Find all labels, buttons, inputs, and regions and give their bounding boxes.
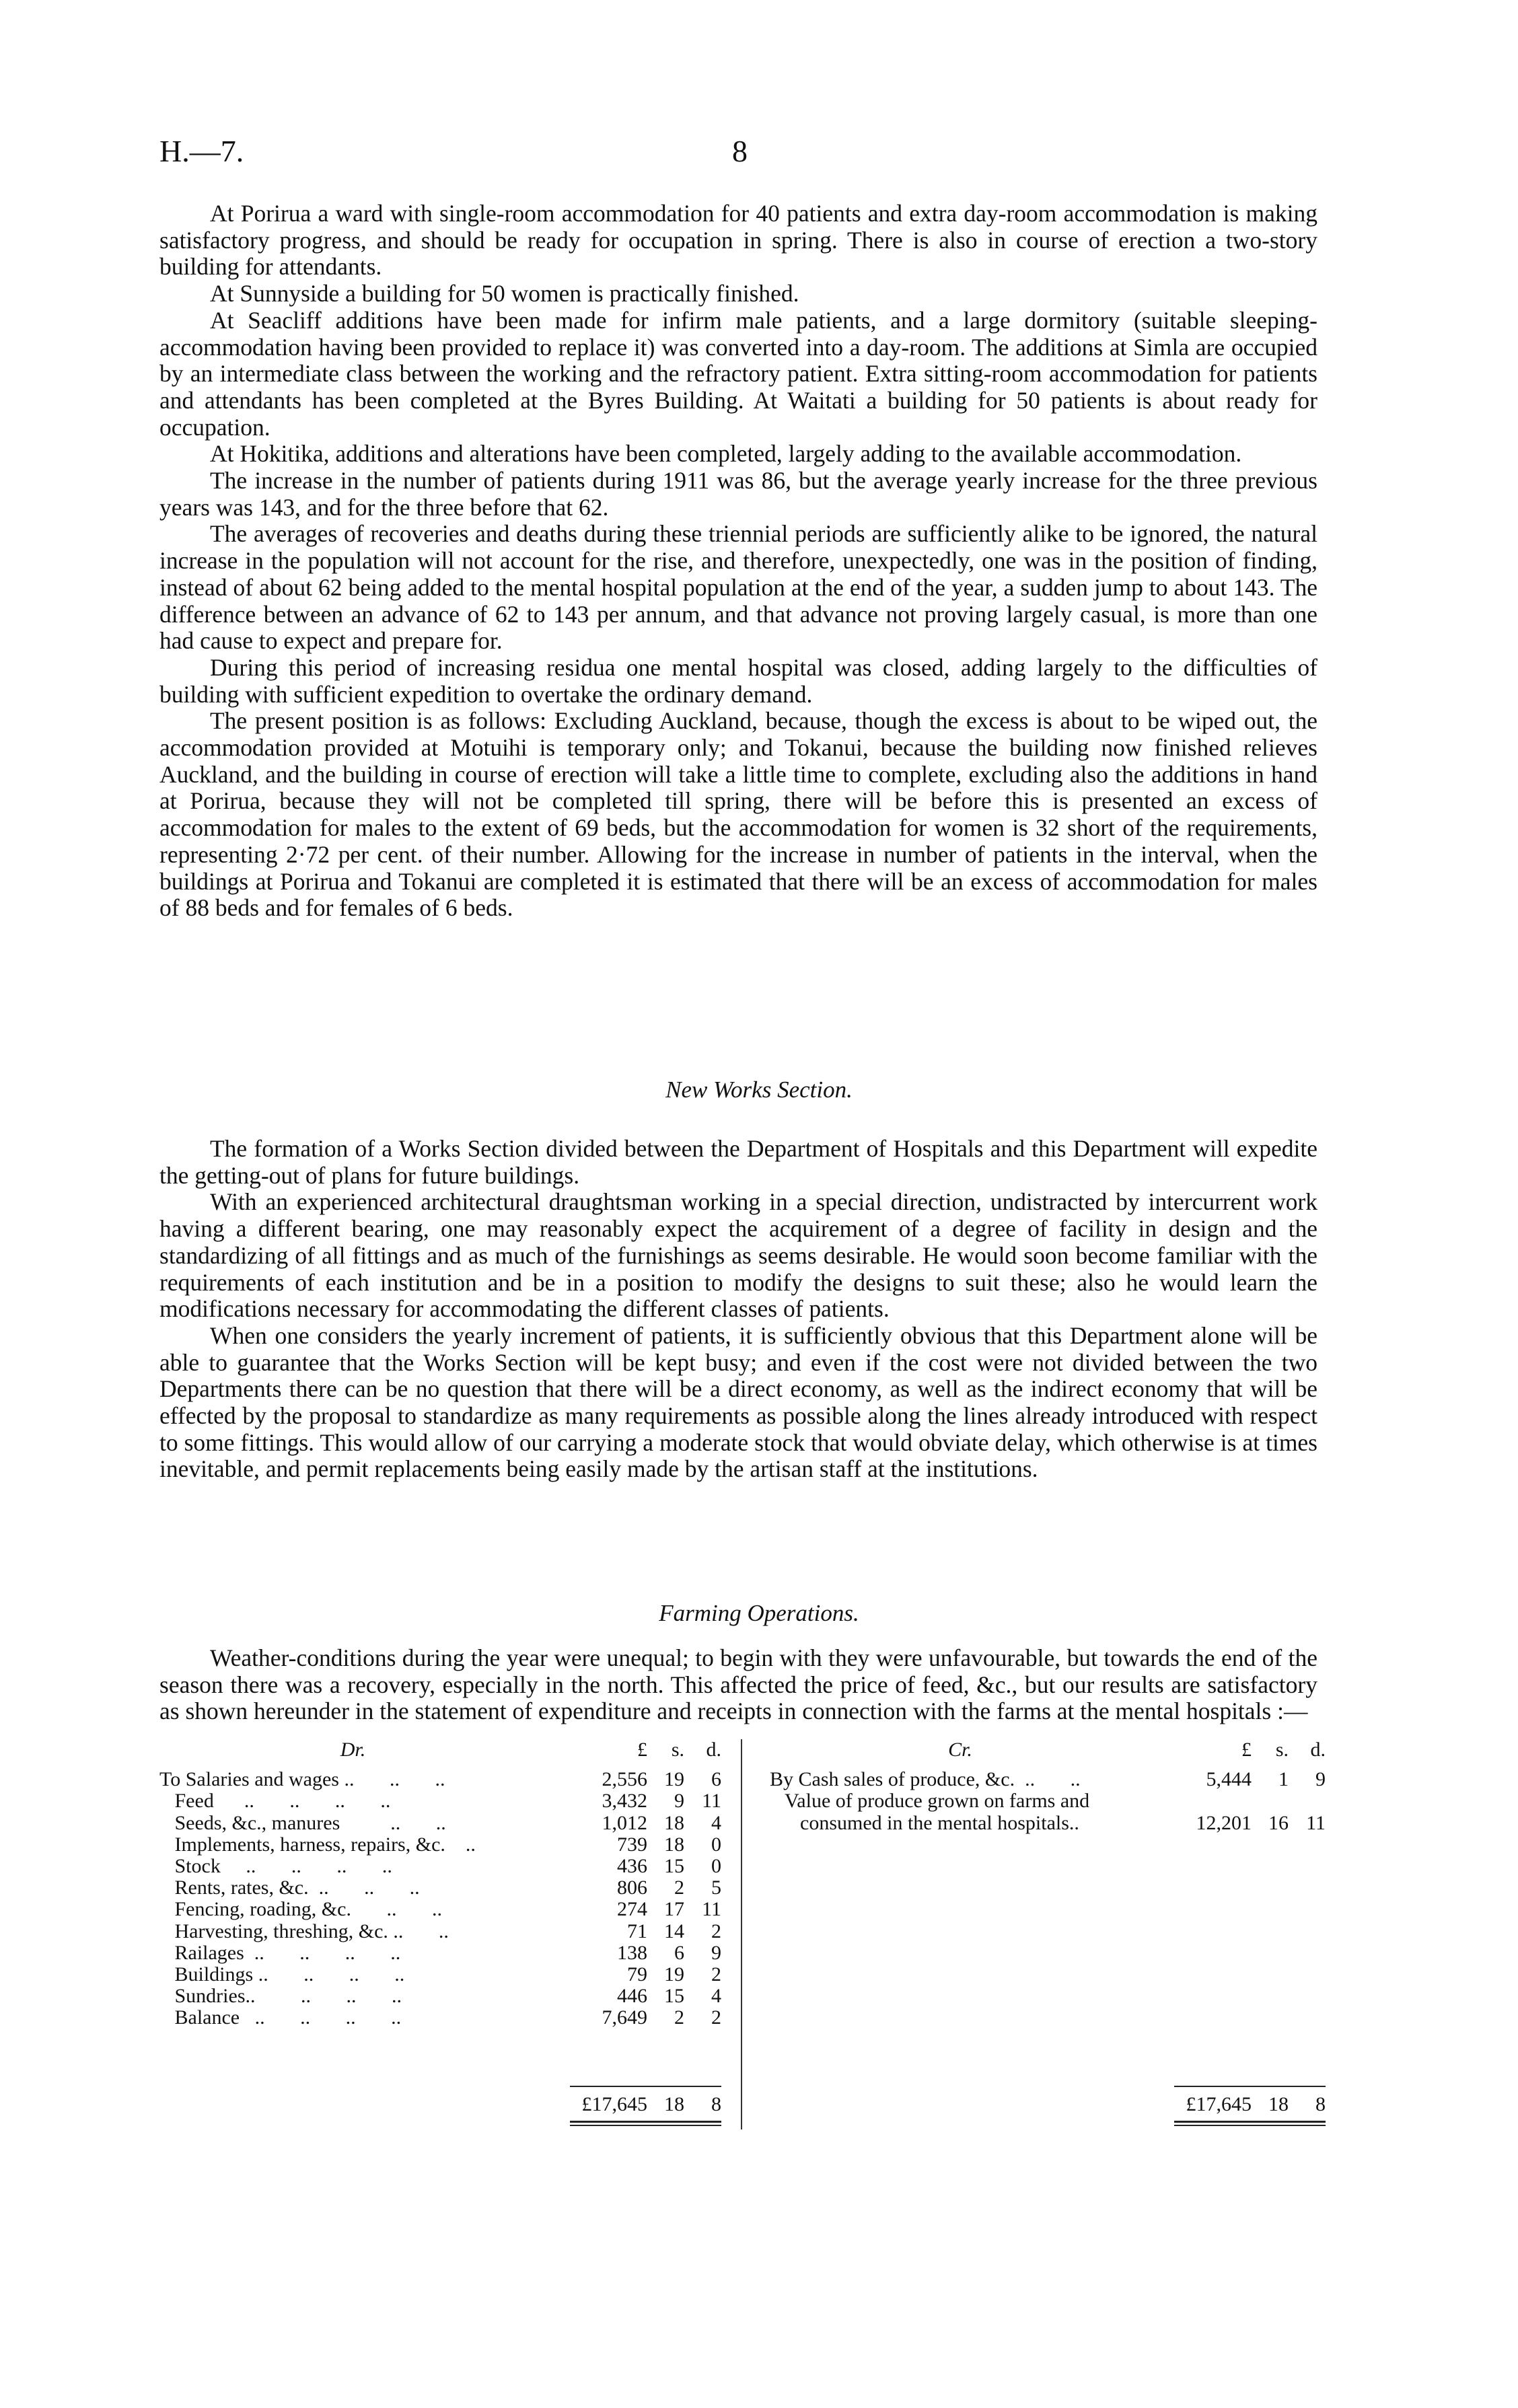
row-pounds: 5,444 xyxy=(1206,1768,1252,1791)
total-shillings: 18 xyxy=(664,2093,684,2115)
account-row xyxy=(159,1856,721,1877)
row-pounds: 3,432 xyxy=(602,1790,647,1813)
row-pence: 11 xyxy=(702,1898,721,1921)
row-label: Rents, rates, &c. .. .. .. xyxy=(159,1877,420,1899)
row-label: Sundries.. .. .. .. xyxy=(159,1985,402,2008)
account-row xyxy=(159,1964,721,1985)
row-shillings: 2 xyxy=(674,1876,684,1899)
row-shillings: 16 xyxy=(1268,1811,1289,1834)
account-heading: Cr. xyxy=(948,1739,972,1761)
row-pounds: 7,649 xyxy=(602,2006,647,2029)
row-pence xyxy=(1289,1790,1326,1812)
account-row xyxy=(159,1985,721,2007)
row-pounds: 446 xyxy=(617,1985,647,2008)
total-pence: 8 xyxy=(711,2093,721,2115)
section-heading-farming: Farming Operations. xyxy=(659,1600,859,1626)
row-pounds xyxy=(1151,1790,1252,1812)
account-row xyxy=(770,1790,1326,1812)
col-shillings: s. xyxy=(1275,1739,1289,1761)
row-shillings: 17 xyxy=(664,1898,684,1921)
row-pounds: 138 xyxy=(617,1941,647,1964)
row-label: consumed in the mental hospitals.. xyxy=(770,1812,1079,1834)
account-header xyxy=(159,1739,721,1761)
account-heading: Dr. xyxy=(340,1739,366,1761)
total-double-rule xyxy=(1174,2121,1326,2126)
row-pence: 0 xyxy=(711,1833,721,1856)
row-pence: 11 xyxy=(702,1790,721,1813)
account-row xyxy=(159,1834,721,1856)
paragraph: The present position is as follows: Excluding Auckland, because, though the excess is about to be wiped out, the accommodation provided at Motuihi is temporary only; and Tokanui, because the building now finished relieves Auckland, and the building in course of erection will take a little time to complete, excluding also the additions in hand at Porirua, because they will not be completed till spring, there will be before this is presented an excess of accommodation for males to the extent of 69 beds, but the accommodation for women is 32 short of the requirements, representing 2·72 per cent. of their number. Allowing for the increase in number of patients in the interval, when the buildings at Porirua and Tokanui are completed it is estimated that there will be an excess of accommodation for males of 88 beds and for females of 6 beds. xyxy=(159,707,1317,922)
row-label: Fencing, roading, &c. .. .. xyxy=(159,1899,442,1921)
account-total xyxy=(1174,2094,1326,2115)
row-label: Railages .. .. .. .. xyxy=(159,1942,401,1964)
account-divider xyxy=(741,1739,742,2129)
col-pounds: £ xyxy=(1241,1739,1252,1761)
row-pence: 6 xyxy=(711,1768,721,1791)
row-pence: 9 xyxy=(711,1941,721,1964)
total-shillings: 18 xyxy=(1268,2093,1289,2115)
row-shillings: 19 xyxy=(664,1768,684,1791)
row-pence: 2 xyxy=(711,1963,721,1986)
row-pence: 4 xyxy=(711,1811,721,1834)
row-shillings: 18 xyxy=(664,1833,684,1856)
total-pounds: £17,645 xyxy=(581,2093,647,2115)
col-pence: d. xyxy=(706,1739,721,1761)
total-pounds: £17,645 xyxy=(1186,2093,1252,2115)
row-pence: 0 xyxy=(711,1855,721,1878)
row-label: Stock .. .. .. .. xyxy=(159,1856,392,1878)
section-farming xyxy=(159,1645,1317,1725)
debit-account xyxy=(159,1739,721,2115)
row-label: To Salaries and wages .. .. .. xyxy=(159,1769,445,1791)
col-pence: d. xyxy=(1310,1739,1326,1761)
row-shillings: 18 xyxy=(664,1811,684,1834)
paragraph: With an experienced architectural draughtsman working in a special direction, undistracted by intercurrent work having a different bearing, one may reasonably expect the acquirement of a degree of facility in design and the standardizing of all fittings and as much of the furnishings as seems desirable. He would soon become familiar with the requirements of each institution and be in a position to modify the designs to suit these; also he would learn the modifications necessary for accommodating the different classes of patients. xyxy=(159,1188,1317,1323)
total-rule xyxy=(570,2086,721,2087)
row-shillings: 9 xyxy=(674,1790,684,1813)
account-total xyxy=(570,2094,721,2115)
paragraph: The formation of a Works Section divided between the Department of Hospitals and this Department will expedite the getting-out of plans for future buildings. xyxy=(159,1135,1317,1189)
account-row xyxy=(159,1877,721,1899)
row-label: Feed .. .. .. .. xyxy=(159,1790,391,1813)
row-label: Value of produce grown on farms and xyxy=(770,1790,1090,1813)
row-pounds: 274 xyxy=(617,1898,647,1921)
row-shillings: 6 xyxy=(674,1941,684,1964)
paragraph: The increase in the number of patients during 1911 was 86, but the average yearly increase for the three previous years was 143, and for the three before that 62. xyxy=(159,467,1317,521)
paragraph: During this period of increasing residua one mental hospital was closed, adding largely to the difficulties of building with sufficient expedition to overtake the ordinary demand. xyxy=(159,653,1317,708)
row-label: By Cash sales of produce, &c. .. .. xyxy=(770,1769,1081,1791)
row-label: Balance .. .. .. .. xyxy=(159,2007,402,2029)
account-row xyxy=(159,1899,721,1920)
row-pounds: 1,012 xyxy=(602,1811,647,1834)
account-row xyxy=(159,1921,721,1942)
credit-account xyxy=(770,1739,1326,2115)
row-shillings: 15 xyxy=(664,1985,684,2008)
row-pounds: 436 xyxy=(617,1855,647,1878)
row-pence: 2 xyxy=(711,2006,721,2029)
paragraph: At Porirua a ward with single-room accommodation for 40 patients and extra day-room accommodation is making satisfactory progress, and should be ready for occupation in spring. There is also in course of erection a two-story building for attendants. xyxy=(159,200,1317,281)
total-rule xyxy=(1174,2086,1326,2087)
account-row xyxy=(159,1769,721,1790)
total-double-rule xyxy=(570,2121,721,2126)
row-shillings: 1 xyxy=(1278,1768,1289,1791)
paragraph: At Hokitika, additions and alterations have been completed, largely adding to the available accommodation. xyxy=(210,440,1242,468)
row-pence: 9 xyxy=(1315,1768,1326,1791)
paragraph: The averages of recoveries and deaths during these triennial periods are sufficiently alike to be ignored, the natural increase in the population will not account for the rise, and therefore, unexpectedly, one was in the position of finding, instead of about 62 being added to the mental hospital population at the end of the year, a sudden jump to about 143. The difference between an advance of 62 to 143 per annum, and that advance not proving largely casual, is more than one had cause to expect and prepare for. xyxy=(159,520,1317,655)
row-label: Seeds, &c., manures .. .. xyxy=(159,1812,446,1834)
row-shillings: 14 xyxy=(664,1920,684,1942)
account-row xyxy=(159,1790,721,1812)
page-number: 8 xyxy=(732,134,748,168)
total-pence: 8 xyxy=(1315,2093,1326,2115)
row-pence: 2 xyxy=(711,1920,721,1942)
row-pounds: 2,556 xyxy=(602,1768,647,1791)
paragraph: At Seacliff additions have been made for infirm male patients, and a large dormitory (suitable sleeping-accommodation having been provided to replace it) was converted into a day-room. The additions at Simla are occupied by an intermediate class between the working and the refractory patient. Extra sitting-room accommodation for patients and attendants has been completed at the Byres Building. At Waitati a building for 50 patients is about ready for occupation. xyxy=(159,306,1317,441)
section-accommodation xyxy=(159,200,1317,922)
col-shillings: s. xyxy=(671,1739,684,1761)
account-row xyxy=(159,2007,721,2029)
row-shillings: 19 xyxy=(664,1963,684,1986)
row-pounds: 739 xyxy=(617,1833,647,1856)
paragraph: When one considers the yearly increment of patients, it is sufficiently obvious that this Department alone will be able to guarantee that the Works Section will be kept busy; and even if the cost were not divided between the two Departments there can be no question that there will be a direct economy, as well as the indirect economy that will be effected by the proposal to standardize as many requirements as possible along the lines already introduced with respect to some fittings. This would allow of our carrying a moderate stock that would obviate delay, which otherwise is at times inevitable, and permit replacements being easily made by the artisan staff at the institutions. xyxy=(159,1321,1317,1483)
row-pence: 11 xyxy=(1306,1811,1326,1834)
row-shillings xyxy=(1252,1790,1289,1812)
account-header xyxy=(770,1739,1326,1761)
row-label: Buildings .. .. .. .. xyxy=(159,1964,405,1986)
account-row xyxy=(770,1769,1326,1790)
row-pounds: 806 xyxy=(617,1876,647,1899)
row-pounds: 71 xyxy=(627,1920,647,1942)
section-new-works xyxy=(159,1136,1317,1483)
section-heading-new-works: New Works Section. xyxy=(665,1077,853,1103)
row-pounds: 12,201 xyxy=(1196,1811,1252,1834)
row-pounds: 79 xyxy=(627,1963,647,1986)
col-pounds: £ xyxy=(637,1739,647,1761)
row-shillings: 2 xyxy=(674,2006,684,2029)
paragraph: At Sunnyside a building for 50 women is practically finished. xyxy=(210,280,799,307)
row-label: Harvesting, threshing, &c. .. .. xyxy=(159,1920,449,1942)
row-pence: 5 xyxy=(711,1876,721,1899)
account-row xyxy=(770,1813,1326,1834)
document-reference: H.—7. xyxy=(159,134,244,168)
row-label: Implements, harness, repairs, &c. .. xyxy=(159,1833,476,1856)
paragraph: Weather-conditions during the year were unequal; to begin with they were unfavourable, but towards the end of the season there was a recovery, especially in the north. This affected the price of feed, &c., but our results are satisfactory as shown hereunder in the statement of expenditure and receipts in connection with the farms at the mental hospitals :— xyxy=(159,1644,1317,1725)
row-pence: 4 xyxy=(711,1985,721,2008)
account-row xyxy=(159,1942,721,1964)
row-shillings: 15 xyxy=(664,1855,684,1878)
account-row xyxy=(159,1813,721,1834)
